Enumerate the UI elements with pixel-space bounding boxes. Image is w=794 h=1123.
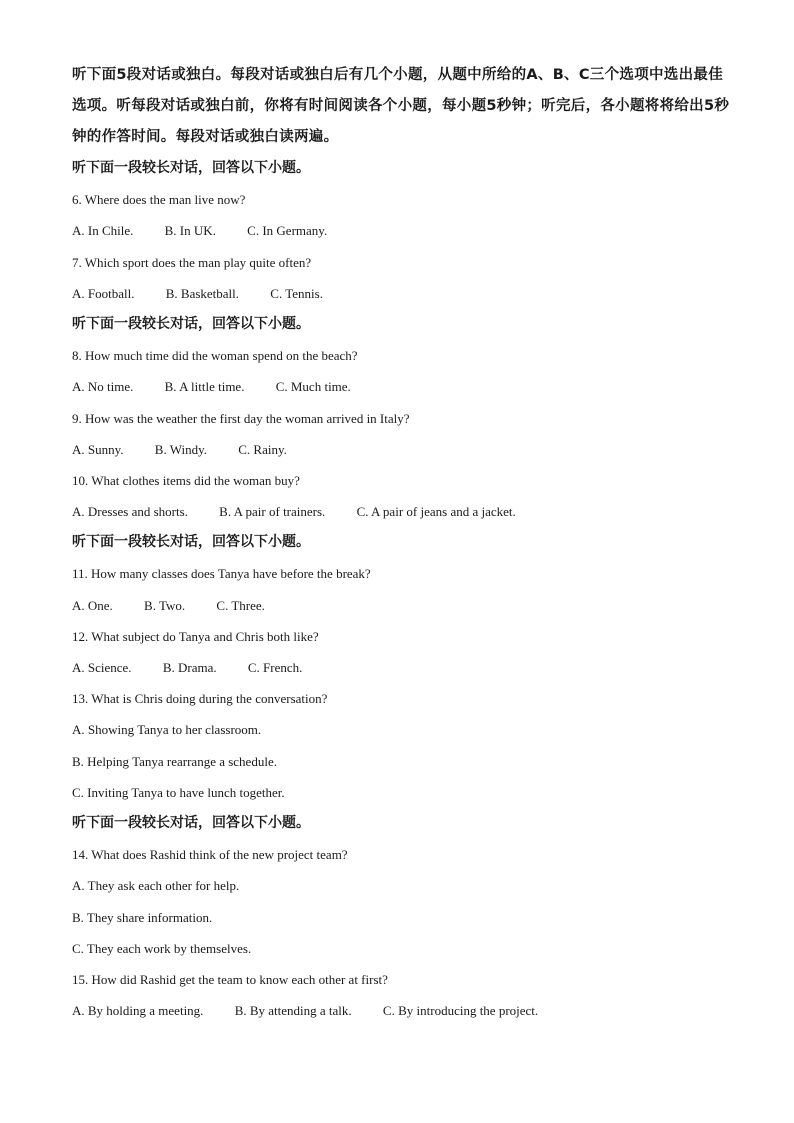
option-15a: A. By holding a meeting. bbox=[72, 1003, 204, 1019]
option-11a: A. One. bbox=[72, 597, 113, 613]
option-14a: A. They ask each other for help. bbox=[72, 878, 240, 894]
question-8: 8. How much time did the woman spend on the beach? bbox=[72, 348, 358, 364]
question-7: 7. Which sport does the man play quite often? bbox=[72, 254, 312, 270]
question-13: 13. What is Chris doing during the conversation? bbox=[72, 691, 328, 707]
option-15b: B. By attending a talk. bbox=[234, 1003, 352, 1019]
section-heading-2: 听下面一段较长对话，回答以下小题。 bbox=[72, 315, 310, 332]
options-9 bbox=[72, 434, 732, 465]
option-10b: B. A pair of trainers. bbox=[219, 504, 326, 520]
option-8a: A. No time. bbox=[72, 379, 134, 395]
option-10a: A. Dresses and shorts. bbox=[72, 504, 188, 520]
option-6b: B. In UK. bbox=[164, 223, 216, 239]
options-7 bbox=[72, 278, 732, 309]
option-9c: C. Rainy. bbox=[238, 441, 287, 457]
options-6 bbox=[72, 215, 732, 246]
section-heading-3: 听下面一段较长对话，回答以下小题。 bbox=[72, 534, 310, 551]
option-10c: C. A pair of jeans and a jacket. bbox=[356, 504, 516, 520]
options-15 bbox=[72, 995, 732, 1026]
option-12a: A. Science. bbox=[72, 660, 132, 675]
question-14: 14. What does Rashid think of the new project team? bbox=[72, 847, 348, 863]
question-12: 12. What subject do Tanya and Chris both like? bbox=[72, 628, 319, 644]
option-13b: B. Helping Tanya rearrange a schedule. bbox=[72, 753, 277, 769]
option-6c: C. In Germany. bbox=[247, 223, 328, 239]
section-heading-4: 听下面一段较长对话，回答以下小题。 bbox=[72, 814, 310, 831]
option-11c: C. Three. bbox=[216, 597, 265, 613]
option-8c: C. Much time. bbox=[275, 379, 351, 395]
section-heading-1: 听下面一段较长对话，回答以下小题。 bbox=[72, 160, 310, 176]
options-10 bbox=[72, 496, 732, 527]
options-12 bbox=[72, 652, 732, 683]
option-7a: A. Football. bbox=[72, 285, 135, 301]
option-8b: B. A little time. bbox=[164, 379, 245, 395]
question-10: 10. What clothes items did the woman buy? bbox=[72, 472, 300, 488]
option-13a: A. Showing Tanya to her classroom. bbox=[72, 722, 262, 738]
option-12c: C. French. bbox=[247, 660, 303, 675]
exam-page bbox=[72, 60, 732, 1026]
option-7b: B. Basketball. bbox=[165, 285, 240, 301]
question-9: 9. How was the weather the first day the woman arrived in Italy? bbox=[72, 410, 410, 426]
listening-instructions: 听下面5段对话或独白。每段对话或独白后有几个小题，从题中所给的A、B、C三个选项中选出最佳选项。听每段对话或独白前，你将有时间阅读各个小题，每小题5秒钟；听完后，各小题将将给出5秒钟的作答时间。每段对话或独白读两遍。 bbox=[72, 67, 730, 145]
option-9a: A. Sunny. bbox=[72, 441, 124, 457]
question-11: 11. How many classes does Tanya have before the break? bbox=[72, 566, 371, 582]
option-9b: B. Windy. bbox=[154, 441, 207, 457]
option-7c: C. Tennis. bbox=[270, 285, 323, 301]
option-13c: C. Inviting Tanya to have lunch together. bbox=[72, 784, 285, 800]
options-11 bbox=[72, 590, 732, 621]
option-14b: B. They share information. bbox=[72, 909, 213, 925]
option-11b: B. Two. bbox=[144, 597, 186, 613]
question-15: 15. How did Rashid get the team to know each other at first? bbox=[72, 971, 388, 987]
options-8 bbox=[72, 371, 732, 402]
option-15c: C. By introducing the project. bbox=[382, 1003, 539, 1019]
option-12b: B. Drama. bbox=[162, 660, 217, 675]
question-6: 6. Where does the man live now? bbox=[72, 192, 246, 208]
option-6a: A. In Chile. bbox=[72, 223, 134, 239]
option-14c: C. They each work by themselves. bbox=[72, 940, 252, 956]
